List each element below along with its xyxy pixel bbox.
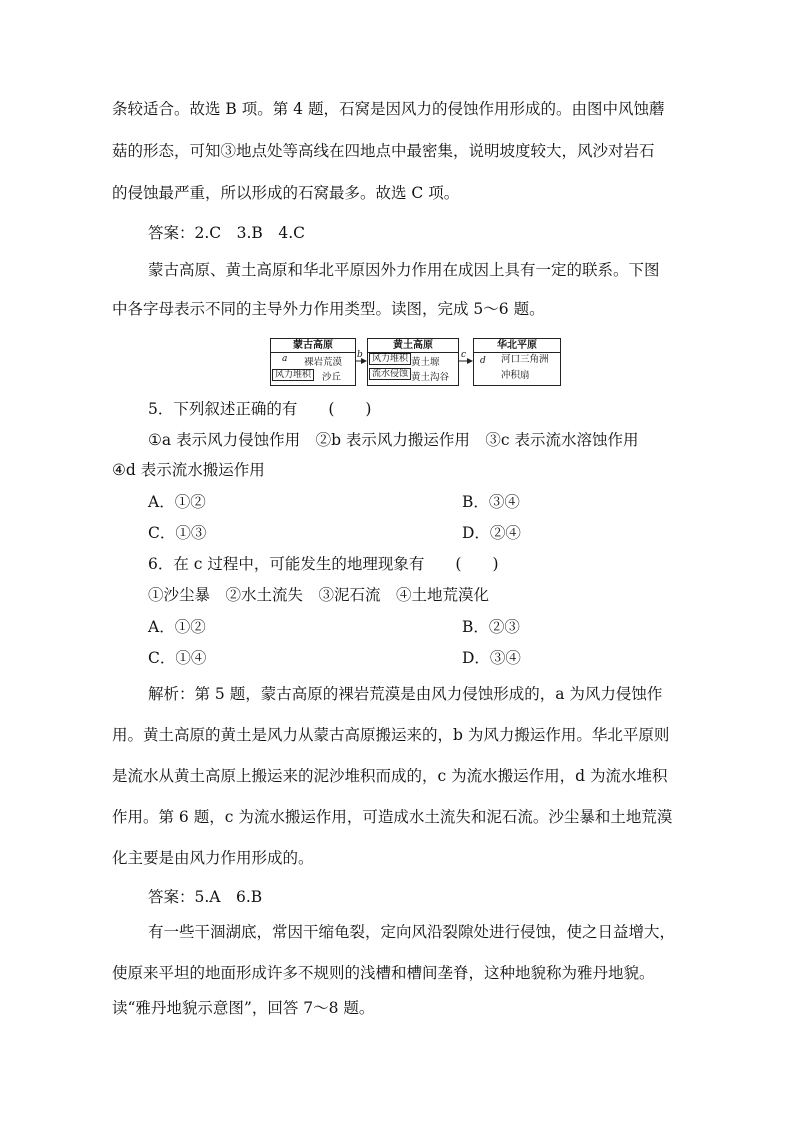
paragraph-line: 条较适合。故选 B 项。第 4 题，石窝是因风力的侵蚀作用形成的。由图中风蚀蘑 [112, 100, 665, 118]
arrow-label-d: d [480, 356, 486, 366]
paragraph-line: 使原来平坦的地面形成许多不规则的浅槽和槽间垄脊，这种地貌称为雅丹地貌。 [112, 964, 655, 982]
paragraph-line: 的侵蚀最严重，所以形成的石窝最多。故选 C 项。 [112, 184, 460, 202]
landform-label: 沙丘 [322, 372, 342, 383]
question-statements: ④d 表示流水搬运作用 [112, 461, 265, 479]
option-c: C．①④ [148, 649, 207, 667]
paragraph-line: 蒙古高原、黄土高原和华北平原因外力作用在成因上具有一定的联系。下图 [148, 261, 660, 279]
landform-label: 冲积扇 [501, 370, 530, 381]
process-tag: 风力堆积 [272, 369, 314, 381]
box-title: 黄土高原 [368, 339, 458, 353]
answer-line: 答案：2.C 3.B 4.C [148, 224, 305, 242]
box-title: 华北平原 [474, 339, 560, 353]
process-tag: 流水侵蚀 [369, 368, 411, 380]
explanation-line: 是流水从黄土高原上搬运来的泥沙堆积而成的，c 为流水搬运作用，d 为流水堆积 [112, 767, 668, 785]
arrow-label-b: b [357, 350, 363, 360]
paragraph-line: 中各字母表示不同的主导外力作用类型。读图，完成 5～6 题。 [112, 300, 545, 318]
box-title: 蒙古高原 [271, 339, 355, 353]
landform-label: 黄土沟谷 [411, 372, 450, 383]
explanation-line: 用。黄土高原的黄土是风力从蒙古高原搬运来的，b 为风力搬运作用。华北平原则 [112, 726, 670, 744]
question-6: 6．在 c 过程中，可能发生的地理现象有 ( ) [148, 555, 499, 573]
process-tag: 风力堆积 [369, 353, 411, 365]
option-b: B．③④ [462, 493, 520, 511]
explanation-line: 作用。第 6 题，c 为流水搬运作用，可造成水土流失和泥石流。沙尘暴和土地荒漠 [112, 808, 673, 826]
option-a: A．①② [148, 618, 206, 636]
landform-label: 裸岩荒漠 [304, 357, 343, 368]
paragraph-line: 有一些干涸湖底，常因干缩龟裂，定向风沿裂隙处进行侵蚀，使之日益增大， [148, 923, 676, 941]
option-d: D．③④ [462, 649, 521, 667]
option-a: A．①② [148, 493, 206, 511]
answer-line: 答案：5.A 6.B [148, 888, 263, 906]
landform-flow-diagram [270, 338, 560, 386]
landform-label: 黄土塬 [411, 357, 440, 368]
option-b: B．②③ [462, 618, 520, 636]
question-statements: ①沙尘暴 ②水土流失 ③泥石流 ④土地荒漠化 [148, 586, 490, 604]
question-5: 5．下列叙述正确的有 ( ) [148, 400, 372, 418]
paragraph-line: 读“雅丹地貌示意图”，回答 7～8 题。 [112, 999, 375, 1017]
question-statements: ①a 表示风力侵蚀作用 ②b 表示风力搬运作用 ③c 表示流水溶蚀作用 [148, 431, 639, 449]
option-d: D．②④ [462, 524, 521, 542]
arrow-label-c: c [461, 350, 467, 360]
explanation-line: 解析：第 5 题，蒙古高原的裸岩荒漠是由风力侵蚀形成的，a 为风力侵蚀作 [148, 685, 663, 703]
paragraph-line: 菇的形态，可知③地点处等高线在四地点中最密集，说明坡度较大，风沙对岩石 [112, 142, 655, 160]
arrow-label-a: a [282, 354, 288, 364]
explanation-line: 化主要是由风力作用形成的。 [112, 849, 314, 867]
option-c: C．①③ [148, 524, 207, 542]
landform-label: 河口三角洲 [501, 354, 549, 365]
